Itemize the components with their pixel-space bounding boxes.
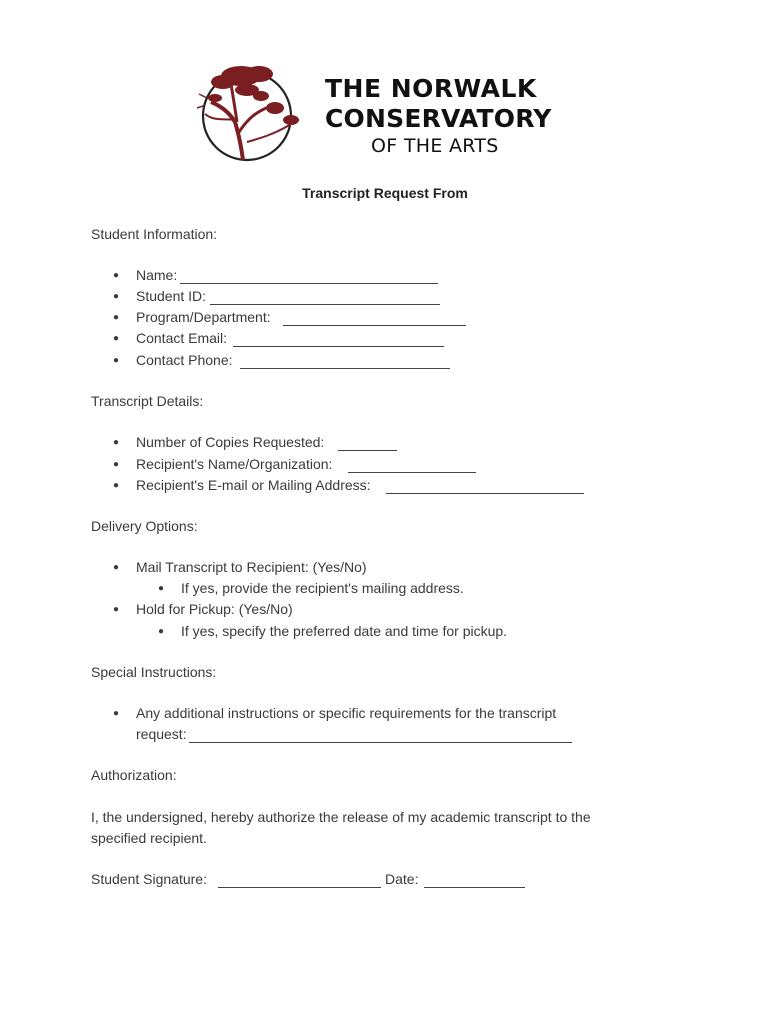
section-heading-special: Special Instructions:	[91, 664, 217, 680]
special-instructions-request-label: request:	[136, 726, 187, 742]
field-label-recipient-name: Recipient's Name/Organization:	[136, 456, 333, 472]
program-blank-line[interactable]	[283, 325, 466, 326]
authorization-text-line-1: I, the undersigned, hereby authorize the release of my academic transcript to the	[91, 809, 591, 825]
section-heading-transcript-details: Transcript Details:	[91, 393, 204, 409]
bullet-icon: ●	[113, 333, 120, 344]
field-label-student-id: Student ID:	[136, 288, 207, 304]
bullet-icon: ●	[113, 437, 120, 448]
section-heading-student-info: Student Information:	[91, 226, 218, 242]
signature-blank-line[interactable]	[218, 887, 381, 888]
bullet-icon: ●	[113, 604, 120, 615]
bullet-icon: ●	[113, 291, 120, 302]
recipient-address-blank-line[interactable]	[386, 493, 584, 494]
bullet-icon: ●	[158, 626, 165, 637]
bullet-icon: ●	[158, 583, 165, 594]
bullet-icon: ●	[113, 708, 120, 719]
delivery-option-pickup: Hold for Pickup: (Yes/No)	[136, 601, 293, 617]
bullet-icon: ●	[113, 355, 120, 366]
field-label-email: Contact Email:	[136, 330, 228, 346]
field-label-name: Name:	[136, 267, 178, 283]
section-heading-authorization: Authorization:	[91, 767, 177, 783]
bullet-icon: ●	[113, 459, 120, 470]
date-label: Date:	[385, 871, 419, 887]
field-label-program: Program/Department:	[136, 309, 271, 325]
name-blank-line[interactable]	[180, 283, 438, 284]
bullet-icon: ●	[113, 562, 120, 573]
logo-line-3: OF THE ARTS	[371, 135, 499, 157]
date-blank-line[interactable]	[424, 887, 525, 888]
logo-line-2: CONSERVATORY	[325, 104, 552, 133]
special-instructions-text: Any additional instructions or specific requirements for the transcript	[136, 705, 557, 721]
logo-line-1: THE NORWALK	[325, 74, 537, 103]
recipient-name-blank-line[interactable]	[348, 472, 476, 473]
student-id-blank-line[interactable]	[210, 304, 440, 305]
copies-blank-line[interactable]	[338, 450, 397, 451]
phone-blank-line[interactable]	[240, 368, 450, 369]
bullet-icon: ●	[113, 480, 120, 491]
special-instructions-blank-line[interactable]	[189, 742, 572, 743]
field-label-recipient-address: Recipient's E-mail or Mailing Address:	[136, 477, 371, 493]
page-title: Transcript Request From	[302, 185, 468, 201]
delivery-option-mail: Mail Transcript to Recipient: (Yes/No)	[136, 559, 367, 575]
authorization-text-line-2: specified recipient.	[91, 830, 207, 846]
email-blank-line[interactable]	[233, 346, 444, 347]
logo	[195, 60, 585, 170]
field-label-phone: Contact Phone:	[136, 352, 233, 368]
signature-label: Student Signature:	[91, 871, 207, 887]
delivery-option-mail-note: If yes, provide the recipient's mailing address.	[181, 580, 464, 596]
bullet-icon: ●	[113, 270, 120, 281]
field-label-copies: Number of Copies Requested:	[136, 434, 325, 450]
delivery-option-pickup-note: If yes, specify the preferred date and time for pickup.	[181, 623, 508, 639]
tree-emblem-icon	[195, 60, 305, 168]
section-heading-delivery: Delivery Options:	[91, 518, 198, 534]
bullet-icon: ●	[113, 312, 120, 323]
